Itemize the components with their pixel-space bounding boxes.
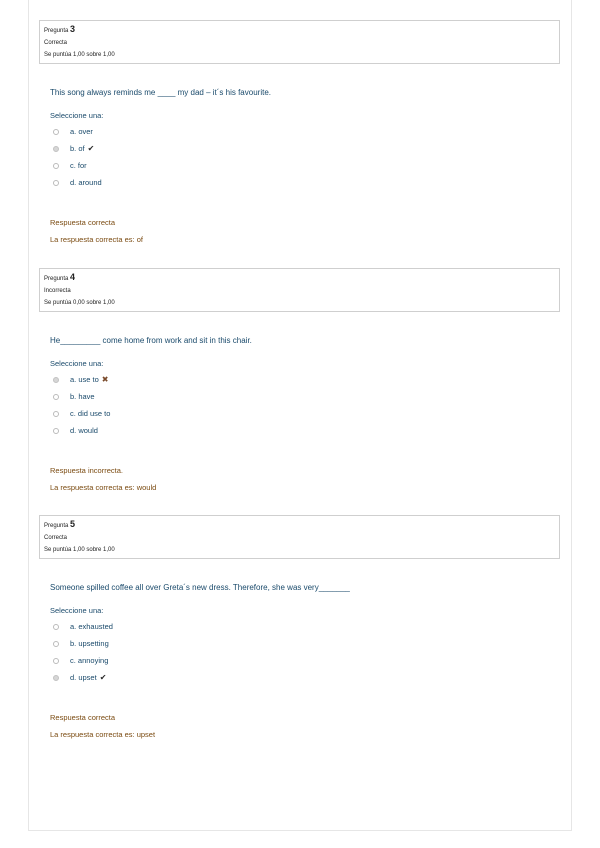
- question-number: 3: [70, 24, 76, 34]
- radio-button[interactable]: [53, 163, 59, 169]
- option-label: d. would: [70, 426, 98, 435]
- answer-option[interactable]: [50, 174, 560, 191]
- answer-options: [50, 123, 560, 191]
- question-header: [44, 272, 555, 285]
- option-label: b. of: [70, 144, 85, 153]
- answer-option[interactable]: [50, 157, 560, 174]
- question-header: [44, 24, 555, 37]
- answer-option[interactable]: [50, 422, 560, 439]
- option-label: c. did use to: [70, 409, 111, 418]
- radio-button-selected[interactable]: [53, 377, 59, 383]
- radio-button[interactable]: [53, 394, 59, 400]
- question-header: [44, 519, 555, 532]
- question-grade: Se puntúa 1,00 sobre 1,00: [44, 52, 115, 58]
- answer-option[interactable]: [50, 405, 560, 422]
- option-label: d. upset: [70, 673, 97, 682]
- radio-button[interactable]: [53, 658, 59, 664]
- question-label: Pregunta: [44, 28, 69, 34]
- option-label: c. annoying: [70, 656, 109, 665]
- answer-options: [50, 618, 560, 686]
- radio-button[interactable]: [53, 641, 59, 647]
- question-number: 5: [70, 519, 76, 529]
- checkmark-icon: ✔: [87, 144, 95, 153]
- question-info: [39, 268, 560, 312]
- checkmark-icon: ✔: [99, 673, 107, 682]
- radio-button-selected[interactable]: [53, 675, 59, 681]
- feedback-text: Respuesta correcta: [50, 218, 116, 227]
- right-answer-text: La respuesta correcta es: of: [50, 235, 143, 244]
- question-grade: Se puntúa 0,00 sobre 1,00: [44, 300, 115, 306]
- answer-option[interactable]: [50, 635, 560, 652]
- select-one-label: Seleccione una:: [50, 606, 104, 615]
- question-number: 4: [70, 272, 76, 282]
- option-label: b. have: [70, 392, 95, 401]
- option-label: a. over: [70, 127, 93, 136]
- cross-icon: ✖: [101, 375, 109, 384]
- question-block: [39, 515, 560, 742]
- question-state: Correcta: [44, 40, 68, 46]
- question-state: Incorrecta: [44, 288, 71, 294]
- question-content: [39, 583, 560, 742]
- answer-option[interactable]: [50, 652, 560, 669]
- answer-option[interactable]: [50, 123, 560, 140]
- question-state: Correcta: [44, 535, 68, 541]
- radio-button[interactable]: [53, 129, 59, 135]
- select-one-label: Seleccione una:: [50, 359, 104, 368]
- radio-button[interactable]: [53, 428, 59, 434]
- question-block: [39, 268, 560, 495]
- option-label: a. use to: [70, 375, 99, 384]
- answer-option[interactable]: [50, 388, 560, 405]
- question-text: This song always reminds me ____ my dad – it´s his favourite.: [50, 88, 271, 97]
- question-info: [39, 20, 560, 64]
- feedback-text: Respuesta correcta: [50, 713, 116, 722]
- answer-option[interactable]: [50, 618, 560, 635]
- option-label: a. exhausted: [70, 622, 113, 631]
- feedback-text: Respuesta incorrecta.: [50, 466, 123, 475]
- option-label: b. upsetting: [70, 639, 109, 648]
- question-block: [39, 20, 560, 247]
- right-answer-text: La respuesta correcta es: would: [50, 483, 157, 492]
- question-content: [39, 88, 560, 247]
- question-label: Pregunta: [44, 276, 69, 282]
- question-info: [39, 515, 560, 559]
- option-label: d. around: [70, 178, 102, 187]
- answer-option[interactable]: [50, 669, 560, 686]
- radio-button[interactable]: [53, 624, 59, 630]
- question-text: Someone spilled coffee all over Greta´s new dress. Therefore, she was very_______: [50, 583, 350, 592]
- option-label: c. for: [70, 161, 87, 170]
- right-answer-text: La respuesta correcta es: upset: [50, 730, 156, 739]
- question-grade: Se puntúa 1,00 sobre 1,00: [44, 547, 115, 553]
- question-label: Pregunta: [44, 523, 69, 529]
- select-one-label: Seleccione una:: [50, 111, 104, 120]
- radio-button[interactable]: [53, 180, 59, 186]
- question-content: [39, 336, 560, 495]
- answer-option[interactable]: [50, 371, 560, 388]
- question-text: He_________ come home from work and sit in this chair.: [50, 336, 252, 345]
- radio-button-selected[interactable]: [53, 146, 59, 152]
- radio-button[interactable]: [53, 411, 59, 417]
- answer-options: [50, 371, 560, 439]
- answer-option[interactable]: [50, 140, 560, 157]
